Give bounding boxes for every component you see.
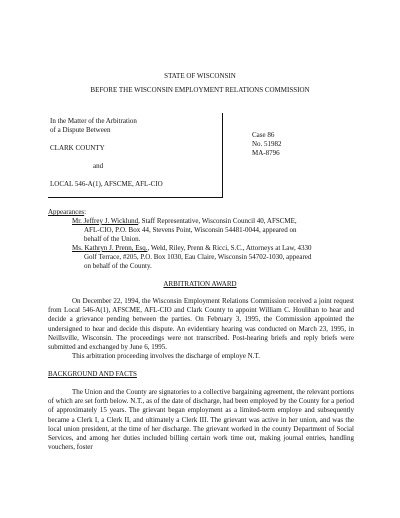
state-heading: STATE OF WISCONSIN xyxy=(164,72,236,80)
background-heading: BACKGROUND AND FACTS xyxy=(48,370,137,378)
background-paragraph-1: The Union and the County are signatories to a collective bargaining agreement, the relevant portions of which are set forth below. N.T., as of the date of discharge, had been employed by the County for a period of approximately 15 years. The grievant began employment as a limited-term employe and subsequently became a Clerk I, a Clerk II, and ultimately a Clerk III. The grievant was active in her union, and was the local union president, at the time of her discharge. The grievant worked in the county Department of Social Services, and among her duties included billing certain work time out, making journal entries, handling vouchers, foster xyxy=(48,388,354,452)
case-number: Case 86 xyxy=(252,131,275,139)
union-representative-name: Mr. Jeffrey J. Wicklund xyxy=(72,217,139,225)
county-appearance-line-2: Golf Terrace, #205, P.O. Box 1030, Eau Claire, Wisconsin 54702-1030, appeared xyxy=(84,253,312,261)
award-paragraph-2: This arbitration proceeding involves the discharge of employe N.T. xyxy=(72,352,260,360)
docket-number: No. 51982 xyxy=(252,140,282,148)
matter-line-2: of a Dispute Between xyxy=(50,126,111,134)
appearances-label: Appearances: xyxy=(48,208,87,216)
county-appearance-line-1: Ms. Kathryn J. Prenn, Esq., Weld, Riley, Prenn & Ricci, S.C., Attorneys at Law, 4330 xyxy=(72,244,312,252)
caption-and: and xyxy=(93,162,104,170)
county-appearance-line-3: on behalf of the County. xyxy=(84,262,152,270)
ma-number: MA-8796 xyxy=(252,149,280,157)
party-clark-county: CLARK COUNTY xyxy=(50,144,105,152)
union-appearance-line-2: AFL-CIO, P.O. Box 44, Stevens Point, Wisconsin 54481-0044, appeared on xyxy=(84,226,297,234)
party-local-546: LOCAL 546-A(1), AFSCME, AFL-CIO xyxy=(50,180,163,188)
county-attorney-name: Ms. Kathryn J. Prenn, Esq. xyxy=(72,244,148,252)
union-appearance-line-3: behalf of the Union. xyxy=(84,235,141,243)
commission-heading: BEFORE THE WISCONSIN EMPLOYMENT RELATIONS COMMISSION xyxy=(90,86,310,94)
award-paragraph-1: On December 22, 1994, the Wisconsin Employment Relations Commission received a joint request from Local 546-A(1), AFSCME, AFL-CIO and Clark County to appoint William C. Houlihan to hear and decide a grievance pending between the parties. On February 3, 1995, the Commission appointed the undersigned to hear and decide this dispute. An evidentiary hearing was conducted on March 23, 1995, in Neillsville, Wisconsin. The proceedings were not transcribed. Post-hearing briefs and reply briefs were submitted and exchanged by June 6, 1995. xyxy=(48,297,354,352)
arbitration-award-heading: ARBITRATION AWARD xyxy=(163,280,237,288)
union-appearance-line-1: Mr. Jeffrey J. Wicklund, Staff Representative, Wisconsin Council 40, AFSCME, xyxy=(72,217,297,225)
matter-line-1: In the Matter of the Arbitration xyxy=(50,117,137,125)
